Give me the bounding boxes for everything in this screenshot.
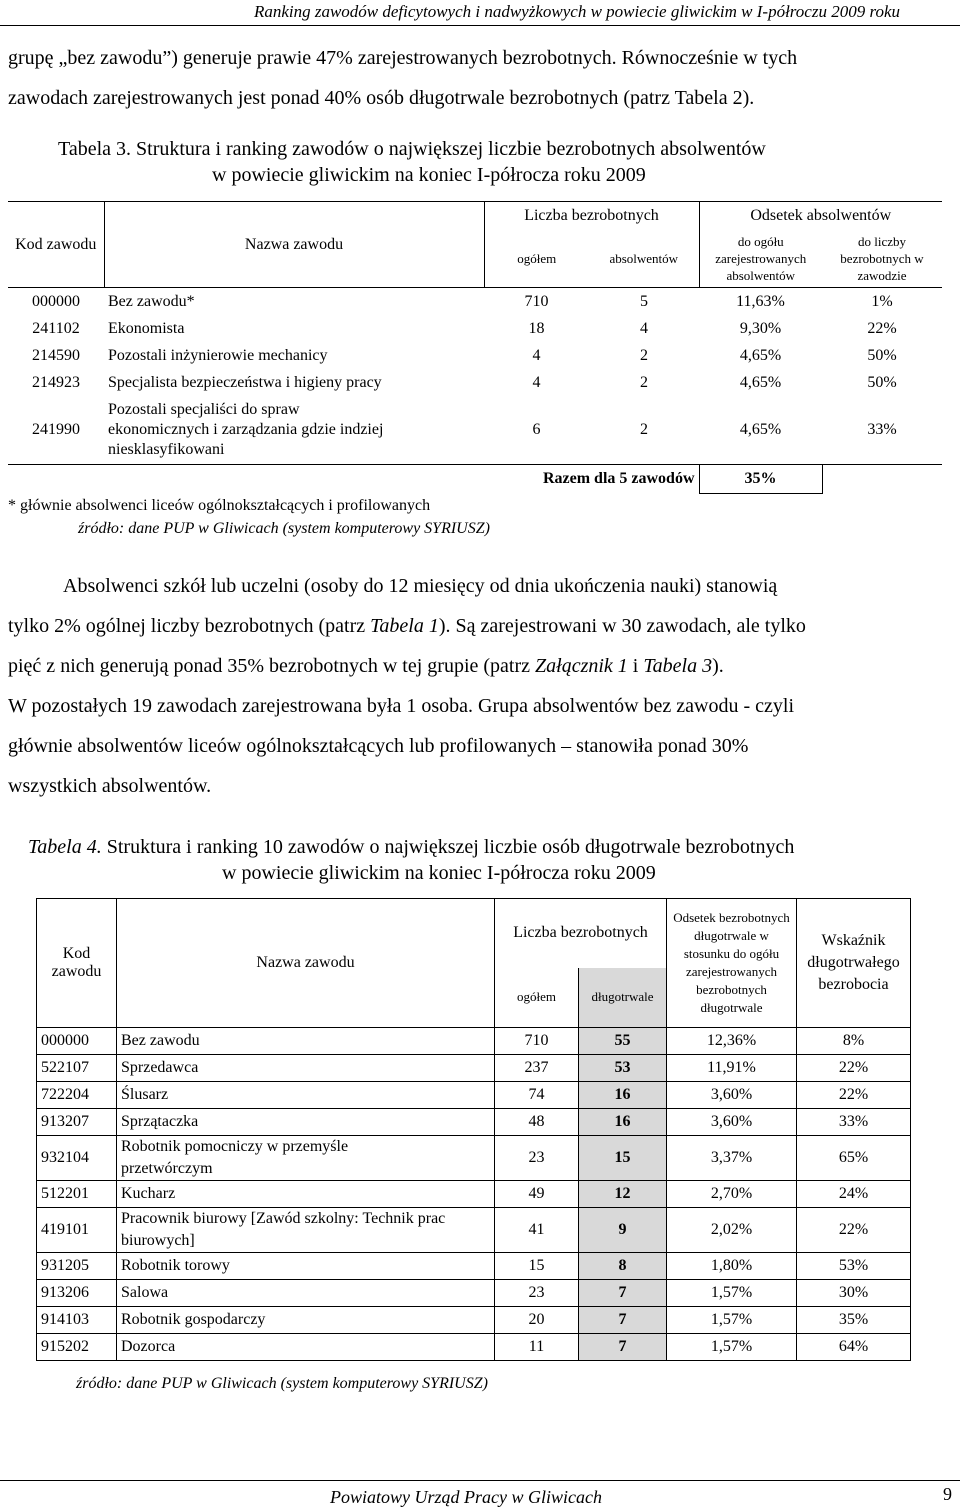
table4-cell-dlugotrwale: 16 — [579, 1109, 667, 1136]
table4-cell-odsetek: 3,60% — [667, 1109, 797, 1136]
table4-cell-ogolem: 237 — [495, 1055, 579, 1082]
table4-cell-wskaznik: 22% — [797, 1082, 911, 1109]
table4-cell-nazwa: Ślusarz — [117, 1082, 495, 1109]
body-line-1: Absolwenci szkół lub uczelni (osoby do 12 miesięcy od dnia ukończenia nauki) stanowią — [63, 575, 778, 597]
body-line-3a: pięć z nich generują ponad 35% bezrobotnych w tej grupie (patrz — [8, 655, 536, 677]
table3-header-do-liczby: do liczby bezrobotnych w zawodzie — [840, 233, 924, 283]
table4-cell-odsetek: 2,70% — [667, 1181, 797, 1208]
table-row — [8, 369, 942, 396]
table3-header-ogolem: ogółem — [517, 250, 557, 266]
table4-header-liczba: Liczba bezrobotnych — [495, 899, 667, 968]
table-row — [37, 1334, 911, 1361]
table3-cell-do-liczby: 1% — [822, 288, 942, 316]
table3-cell-ogolem: 18 — [528, 319, 545, 337]
page-number: 9 — [943, 1484, 952, 1504]
table4-cell-nazwa: Robotnik torowy — [117, 1253, 495, 1280]
table-row — [37, 1136, 911, 1181]
table3-cell-do-ogolu: 4,65% — [739, 346, 782, 364]
table4-cell-ogolem: 20 — [495, 1307, 579, 1334]
table-row — [37, 1208, 911, 1253]
table4-cell-ogolem: 11 — [495, 1334, 579, 1361]
table4-cell-kod: 914103 — [37, 1307, 117, 1334]
table3-cell-do-liczby: 50% — [867, 346, 897, 364]
table-row — [37, 1307, 911, 1334]
table4-header-dlugotrwale: długotrwale — [579, 968, 667, 1028]
table4-cell-nazwa: Salowa — [117, 1280, 495, 1307]
table4-cell-nazwa: Robotnik pomocniczy w przemyśle przetwórczym — [117, 1136, 495, 1181]
table-row — [37, 1055, 911, 1082]
table4-cell-dlugotrwale: 7 — [579, 1334, 667, 1361]
table-row — [37, 1253, 911, 1280]
table4-cell-odsetek: 1,80% — [667, 1253, 797, 1280]
table4-cell-ogolem: 49 — [495, 1181, 579, 1208]
table3-cell-do-ogolu: 4,65% — [739, 373, 782, 391]
table4-caption — [28, 834, 794, 886]
table4-cell-nazwa: Bez zawodu — [117, 1028, 495, 1055]
table3-caption-line-1: Tabela 3. Struktura i ranking zawodów o największej liczbie bezrobotnych absolwentów — [58, 138, 766, 160]
table4-source: źródło: dane PUP w Gliwicach (system komputerowy SYRIUSZ) — [76, 1375, 488, 1392]
table4-cell-dlugotrwale: 53 — [579, 1055, 667, 1082]
table4-cell-odsetek: 3,37% — [667, 1136, 797, 1181]
table4-cell-ogolem: 74 — [495, 1082, 579, 1109]
table4-cell-odsetek: 1,57% — [667, 1280, 797, 1307]
body-line-2 — [8, 606, 953, 646]
intro-paragraph — [8, 38, 953, 118]
table4-cell-wskaznik: 35% — [797, 1307, 911, 1334]
table3-cell-ogolem: 710 — [484, 288, 589, 316]
table4-caption-label: Tabela 4. — [28, 836, 102, 858]
table4-caption-line-2: w powiecie gliwickim na koniec I-półrocza roku 2009 — [222, 862, 656, 884]
table4-cell-dlugotrwale: 8 — [579, 1253, 667, 1280]
table3 — [8, 201, 942, 494]
table3-cell-do-liczby: 33% — [867, 421, 897, 438]
table4-cell-wskaznik: 22% — [797, 1208, 911, 1253]
intro-line-2: zawodach zarejestrowanych jest ponad 40% osób długotrwale bezrobotnych (patrz Tabela 2). — [8, 87, 755, 109]
table3-total-empty — [822, 465, 942, 494]
table4-cell-kod: 932104 — [37, 1136, 117, 1181]
running-header: Ranking zawodów deficytowych i nadwyżkowych w powiecie gliwickim w I-półroczu 2009 roku — [253, 2, 900, 21]
body-line-3 — [8, 646, 953, 686]
table3-cell-kod: 214590 — [32, 346, 80, 364]
body-line-6: wszystkich absolwentów. — [8, 775, 212, 797]
table4-cell-wskaznik: 33% — [797, 1109, 911, 1136]
table4-cell-dlugotrwale: 7 — [579, 1280, 667, 1307]
body-line-2a: tylko 2% ogólnej liczby bezrobotnych (patrz — [8, 615, 371, 637]
table4-cell-wskaznik: 30% — [797, 1280, 911, 1307]
body-paragraph — [8, 566, 953, 806]
table3-header-odsetek: Odsetek absolwentów — [699, 202, 942, 230]
table4-cell-kod: 722204 — [37, 1082, 117, 1109]
table3-header-liczba: Liczba bezrobotnych — [484, 202, 699, 230]
table4-cell-kod: 915202 — [37, 1334, 117, 1361]
table3-cell-nazwa: Specjalista bezpieczeństwa i higieny pracy — [108, 373, 382, 391]
table4-cell-kod: 000000 — [37, 1028, 117, 1055]
table4-cell-wskaznik: 53% — [797, 1253, 911, 1280]
table4-cell-nazwa: Sprzedawca — [117, 1055, 495, 1082]
body-ref-tabela3: Tabela 3 — [643, 655, 713, 677]
table-row — [37, 1109, 911, 1136]
table4-cell-kod: 913206 — [37, 1280, 117, 1307]
table4-cell-odsetek: 12,36% — [667, 1028, 797, 1055]
table3-header-kod: Kod zawodu — [8, 202, 104, 288]
table-row — [37, 1181, 911, 1208]
table4-cell-ogolem: 23 — [495, 1136, 579, 1181]
table4-caption-text: Struktura i ranking 10 zawodów o największej liczbie osób długotrwale bezrobotnych — [106, 836, 795, 858]
table4-cell-nazwa: Dozorca — [117, 1334, 495, 1361]
table4-cell-odsetek: 1,57% — [667, 1334, 797, 1361]
table3-caption — [58, 136, 766, 188]
table3-total-value: 35% — [699, 465, 822, 494]
body-line-4: W pozostałych 19 zawodach zarejestrowana była 1 osoba. Grupa absolwentów bez zawodu - czyli — [8, 695, 795, 717]
table3-header-do-ogolu: do ogółu zarejestrowanych absolwentów — [699, 229, 822, 288]
table4-cell-odsetek: 2,02% — [667, 1208, 797, 1253]
table4-cell-ogolem: 41 — [495, 1208, 579, 1253]
table4-cell-odsetek: 11,91% — [667, 1055, 797, 1082]
footer-office: Powiatowy Urząd Pracy w Gliwicach — [330, 1487, 602, 1507]
table3-cell-do-ogolu: 9,30% — [739, 319, 782, 337]
table4-cell-dlugotrwale: 9 — [579, 1208, 667, 1253]
table3-header-absolwentow: absolwentów — [609, 250, 679, 266]
table3-cell-kod: 000000 — [8, 288, 104, 316]
table-row — [8, 288, 942, 316]
table4-cell-dlugotrwale: 15 — [579, 1136, 667, 1181]
table4-cell-ogolem: 710 — [495, 1028, 579, 1055]
table4-cell-kod: 522107 — [37, 1055, 117, 1082]
table-row — [8, 396, 942, 465]
table4-cell-odsetek: 3,60% — [667, 1082, 797, 1109]
table3-cell-absolwentow: 5 — [589, 288, 699, 316]
table3-cell-absolwentow: 2 — [640, 421, 648, 438]
table4-cell-ogolem: 48 — [495, 1109, 579, 1136]
table3-caption-line-2: w powiecie gliwickim na koniec I-półrocza roku 2009 — [212, 164, 646, 186]
table-row — [37, 1082, 911, 1109]
table4-cell-dlugotrwale: 12 — [579, 1181, 667, 1208]
table4-cell-nazwa: Pracownik biurowy [Zawód szkolny: Technik prac biurowych] — [117, 1208, 495, 1253]
table4-cell-ogolem: 15 — [495, 1253, 579, 1280]
table-row — [37, 1280, 911, 1307]
table3-source: źródło: dane PUP w Gliwicach (system komputerowy SYRIUSZ) — [78, 520, 490, 537]
table4-cell-kod: 931205 — [37, 1253, 117, 1280]
table3-header-nazwa: Nazwa zawodu — [104, 202, 484, 288]
table4-cell-kod: 913207 — [37, 1109, 117, 1136]
table4-header-nazwa: Nazwa zawodu — [117, 899, 495, 1028]
table4-cell-ogolem: 23 — [495, 1280, 579, 1307]
table3-cell-do-ogolu: 4,65% — [739, 421, 782, 438]
body-ref-tabela1: Tabela 1 — [370, 615, 439, 637]
table3-total-row — [8, 465, 942, 494]
table3-cell-absolwentow: 2 — [640, 373, 648, 391]
table3-cell-nazwa: Pozostali inżynierowie mechanicy — [108, 346, 328, 364]
table4-cell-wskaznik: 24% — [797, 1181, 911, 1208]
table-row — [37, 1028, 911, 1055]
table4-cell-wskaznik: 64% — [797, 1334, 911, 1361]
table4-cell-kod: 419101 — [37, 1208, 117, 1253]
table3-cell-ogolem: 4 — [532, 346, 541, 364]
body-ref-zalacznik1: Załącznik 1 — [535, 655, 628, 677]
table3-cell-absolwentow: 4 — [640, 319, 648, 337]
table4-cell-wskaznik: 65% — [797, 1136, 911, 1181]
table4-header-kod: Kod zawodu — [37, 899, 117, 1028]
table-row — [8, 315, 942, 342]
body-line-5: głównie absolwentów liceów ogólnokształcących lub profilowanych – stanowiła ponad 30% — [8, 735, 749, 757]
table3-cell-ogolem: 6 — [532, 421, 541, 438]
table4-header-odsetek: Odsetek bezrobotnych długotrwale w stosunku do ogółu zarejestrowanych bezrobotnych długotrwale — [667, 899, 797, 1028]
table4-cell-dlugotrwale: 55 — [579, 1028, 667, 1055]
table4-cell-wskaznik: 22% — [797, 1055, 911, 1082]
body-line-3-mid: i — [627, 655, 644, 677]
table3-total-label: Razem dla 5 zawodów — [8, 465, 699, 494]
table3-cell-nazwa: Ekonomista — [108, 319, 185, 337]
table3-cell-ogolem: 4 — [532, 373, 541, 391]
table-row — [8, 342, 942, 369]
table4-cell-nazwa: Kucharz — [117, 1181, 495, 1208]
table4-header-wskaznik: Wskaźnik długotrwałego bezrobocia — [797, 899, 911, 1028]
body-line-2b: ). Są zarejestrowani w 30 zawodach, ale tylko — [438, 615, 806, 637]
table4-caption-line-1 — [28, 834, 794, 860]
table4-cell-wskaznik: 8% — [797, 1028, 911, 1055]
table4-cell-nazwa: Sprzątaczka — [117, 1109, 495, 1136]
table3-cell-nazwa: Pozostali specjaliści do spraw ekonomicznych i zarządzania gdzie indziej niesklasyfikowani — [108, 401, 384, 458]
table3-cell-kod: 241102 — [32, 319, 80, 337]
table4-cell-nazwa: Robotnik gospodarczy — [117, 1307, 495, 1334]
table4 — [36, 898, 911, 1361]
table4-cell-dlugotrwale: 7 — [579, 1307, 667, 1334]
table3-cell-kod: 214923 — [32, 373, 80, 391]
footer-rule — [0, 1480, 960, 1481]
table3-cell-do-ogolu: 11,63% — [699, 288, 822, 316]
table3-cell-nazwa: Bez zawodu* — [104, 288, 484, 316]
table4-cell-kod: 512201 — [37, 1181, 117, 1208]
table4-cell-dlugotrwale: 16 — [579, 1082, 667, 1109]
table3-footnote: * głównie absolwenci liceów ogólnokształcących i profilowanych — [8, 497, 431, 514]
table4-header-ogolem: ogółem — [495, 968, 579, 1028]
table3-cell-do-liczby: 50% — [867, 373, 897, 391]
table3-cell-do-liczby: 22% — [867, 319, 897, 337]
table3-cell-absolwentow: 2 — [640, 346, 648, 364]
intro-line-1: grupę „bez zawodu”) generuje prawie 47% zarejestrowanych bezrobotnych. Równocześnie w tych — [8, 47, 798, 69]
header-rule — [0, 25, 960, 26]
body-line-3b: ). — [712, 655, 724, 677]
table4-cell-odsetek: 1,57% — [667, 1307, 797, 1334]
table3-cell-kod: 241990 — [32, 421, 80, 438]
